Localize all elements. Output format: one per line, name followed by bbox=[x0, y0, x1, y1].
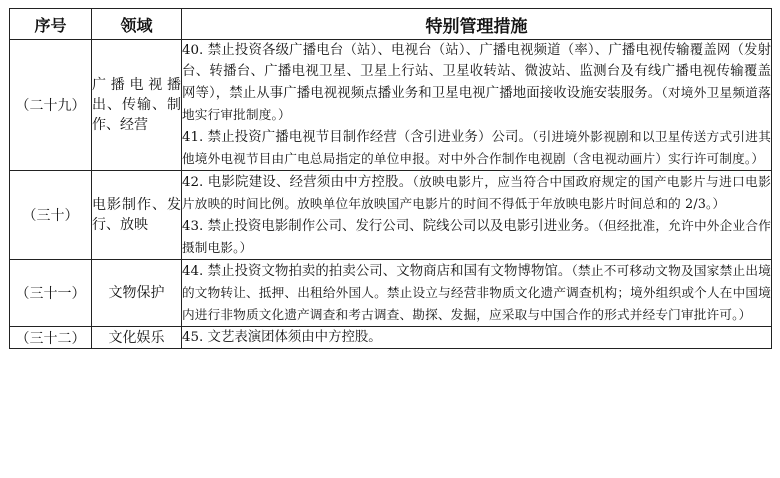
row-number: （三十） bbox=[10, 171, 92, 260]
measure-text: 42. 电影院建设、经营须由中方控股。 bbox=[182, 175, 413, 190]
row-field: 文物保护 bbox=[92, 260, 182, 327]
measure-item bbox=[182, 40, 771, 126]
measure-text: 44. 禁止投资文物拍卖的拍卖公司、文物商店和国有文物博物馆。 bbox=[182, 264, 572, 279]
row-measures bbox=[182, 327, 772, 349]
measure-item bbox=[182, 327, 771, 348]
measure-item bbox=[182, 215, 771, 259]
table-header-row bbox=[10, 9, 772, 40]
measure-note: （引进境外影视剧和以卫星传送方式引进其他境外电视节目由广电总局指定的单位申报。对中外合作制作电视剧（含电视动画片）实行许可制度。） bbox=[182, 129, 771, 166]
table-row bbox=[10, 327, 772, 349]
row-number: （三十二） bbox=[10, 327, 92, 349]
table-row bbox=[10, 40, 772, 171]
measure-note: （放映电影片，应当符合中国政府规定的国产电影片与进口电影片放映的时间比例。放映单位年放映国产电影片的时间不得低于年放映电影片时间总和的 2/3。） bbox=[182, 174, 771, 211]
measure-item bbox=[182, 171, 771, 215]
row-number: （三十一） bbox=[10, 260, 92, 327]
header-measures: 特别管理措施 bbox=[182, 9, 772, 40]
measure-text: 45. 文艺表演团体须由中方控股。 bbox=[182, 330, 382, 345]
row-measures bbox=[182, 260, 772, 327]
measure-item bbox=[182, 260, 771, 326]
row-field: 文化娱乐 bbox=[92, 327, 182, 349]
row-field: 广播电视播出、传输、制作、经营 bbox=[92, 40, 182, 171]
header-field: 领域 bbox=[92, 9, 182, 40]
measure-note: （对境外卫星频道落地实行审批制度。） bbox=[182, 85, 771, 122]
special-measures-table bbox=[9, 8, 772, 349]
row-measures bbox=[182, 40, 772, 171]
header-no: 序号 bbox=[10, 9, 92, 40]
measure-item bbox=[182, 126, 771, 170]
row-field: 电影制作、发行、放映 bbox=[92, 171, 182, 260]
measure-note: （但经批准，允许中外企业合作摄制电影。） bbox=[182, 218, 771, 255]
measure-note: （禁止不可移动文物及国家禁止出境的文物转让、抵押、出租给外国人。禁止设立与经营非物质文化遗产调查机构；境外组织或个人在中国境内进行非物质文化遗产调查和考古调查、勘探、发掘，应采取与中国合作的形式并经专门审批许可。） bbox=[182, 263, 771, 322]
measure-text: 43. 禁止投资电影制作公司、发行公司、院线公司以及电影引进业务。 bbox=[182, 219, 598, 234]
table-row bbox=[10, 171, 772, 260]
measure-text: 40. 禁止投资各级广播电台（站）、电视台（站）、广播电视频道（率）、广播电视传输覆盖网（发射台、转播台、广播电视卫星、卫星上行站、卫星收转站、微波站、监测台及有线广播电视传输覆盖网等），禁止从事广播电视视频点播业务和卫星电视广播地面接收设施安装服务。 bbox=[182, 43, 771, 101]
table-row bbox=[10, 260, 772, 327]
row-number: （二十九） bbox=[10, 40, 92, 171]
row-measures bbox=[182, 171, 772, 260]
measure-text: 41. 禁止投资广播电视节目制作经营（含引进业务）公司。 bbox=[182, 130, 532, 145]
